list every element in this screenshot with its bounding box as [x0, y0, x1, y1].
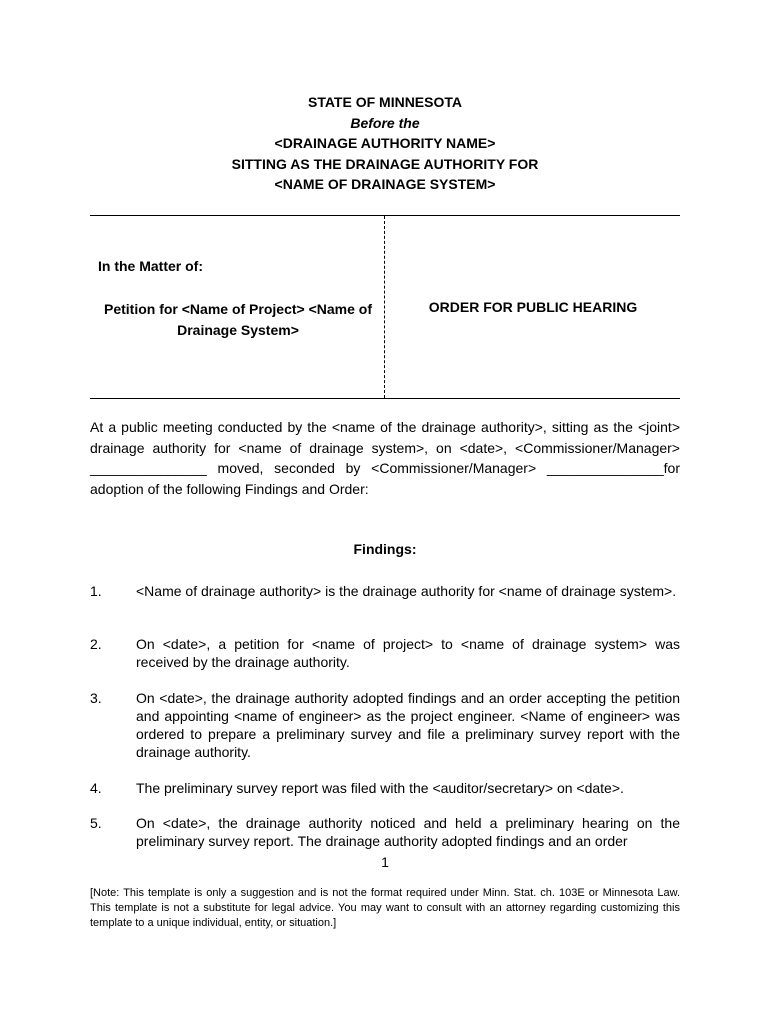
caption-bottom-rule — [90, 398, 680, 399]
finding-number: 2. — [90, 636, 102, 652]
finding-item — [90, 779, 680, 797]
finding-text: On <date>, the drainage authority noticed and held a preliminary hearing on the preliminary survey report. The drainage authority adopted findings and an order — [136, 815, 680, 849]
caption-top-rule — [90, 215, 680, 216]
before-the-line: Before the — [350, 114, 420, 131]
authority-name-line: <DRAINAGE AUTHORITY NAME> — [274, 135, 496, 151]
finding-number: 3. — [90, 690, 102, 706]
finding-number: 4. — [90, 780, 102, 796]
finding-number: 5. — [90, 815, 102, 831]
petition-title: Petition for <Name of Project> <Name of Drainage System> — [103, 301, 372, 338]
finding-item — [90, 635, 680, 671]
finding-text: On <date>, the drainage authority adopted findings and an order accepting the petition and appointing <name of engineer> as the project engineer. <Name of engineer> was ordered to prepare a preliminary survey and file a preliminary survey report with the drainage authority. — [136, 690, 680, 760]
finding-item — [90, 582, 680, 600]
document-header — [0, 92, 770, 195]
state-title: STATE OF MINNESOTA — [308, 94, 462, 110]
finding-item — [90, 689, 680, 761]
findings-heading: Findings: — [353, 541, 417, 557]
finding-number: 1. — [90, 583, 102, 599]
disclaimer-note: [Note: This template is only a suggestion and is not the format required under Minn. Stat. ch. 103E or Minnesota Law. This template is not a substitute for legal advice. You may want to consult with an attorney regarding customizing this template to a unique individual, entity, or situation.] — [90, 887, 680, 929]
intro-paragraph: At a public meeting conducted by the <name of the drainage authority>, sitting as the <joint> drainage authority for <name of drainage system>, on <date>, <Commissioner/Manager> _______________ moved, seconded by <Commissioner/Manager> _______________for adoption of the following Findings and Order: — [90, 419, 680, 497]
drainage-system-line: <NAME OF DRAINAGE SYSTEM> — [274, 176, 496, 192]
finding-text: <Name of drainage authority> is the drainage authority for <name of drainage system>. — [136, 583, 677, 599]
sitting-as-line: SITTING AS THE DRAINAGE AUTHORITY FOR — [231, 155, 539, 172]
matter-label: In the Matter of: — [98, 258, 203, 274]
page-number: 1 — [381, 854, 389, 870]
finding-text: The preliminary survey report was filed with the <auditor/secretary> on <date>. — [136, 780, 624, 796]
finding-text: On <date>, a petition for <name of project> to <name of drainage system> was received by the drainage authority. — [136, 636, 680, 670]
caption-divider — [384, 216, 385, 398]
order-title: ORDER FOR PUBLIC HEARING — [428, 299, 638, 315]
finding-item — [90, 814, 680, 850]
